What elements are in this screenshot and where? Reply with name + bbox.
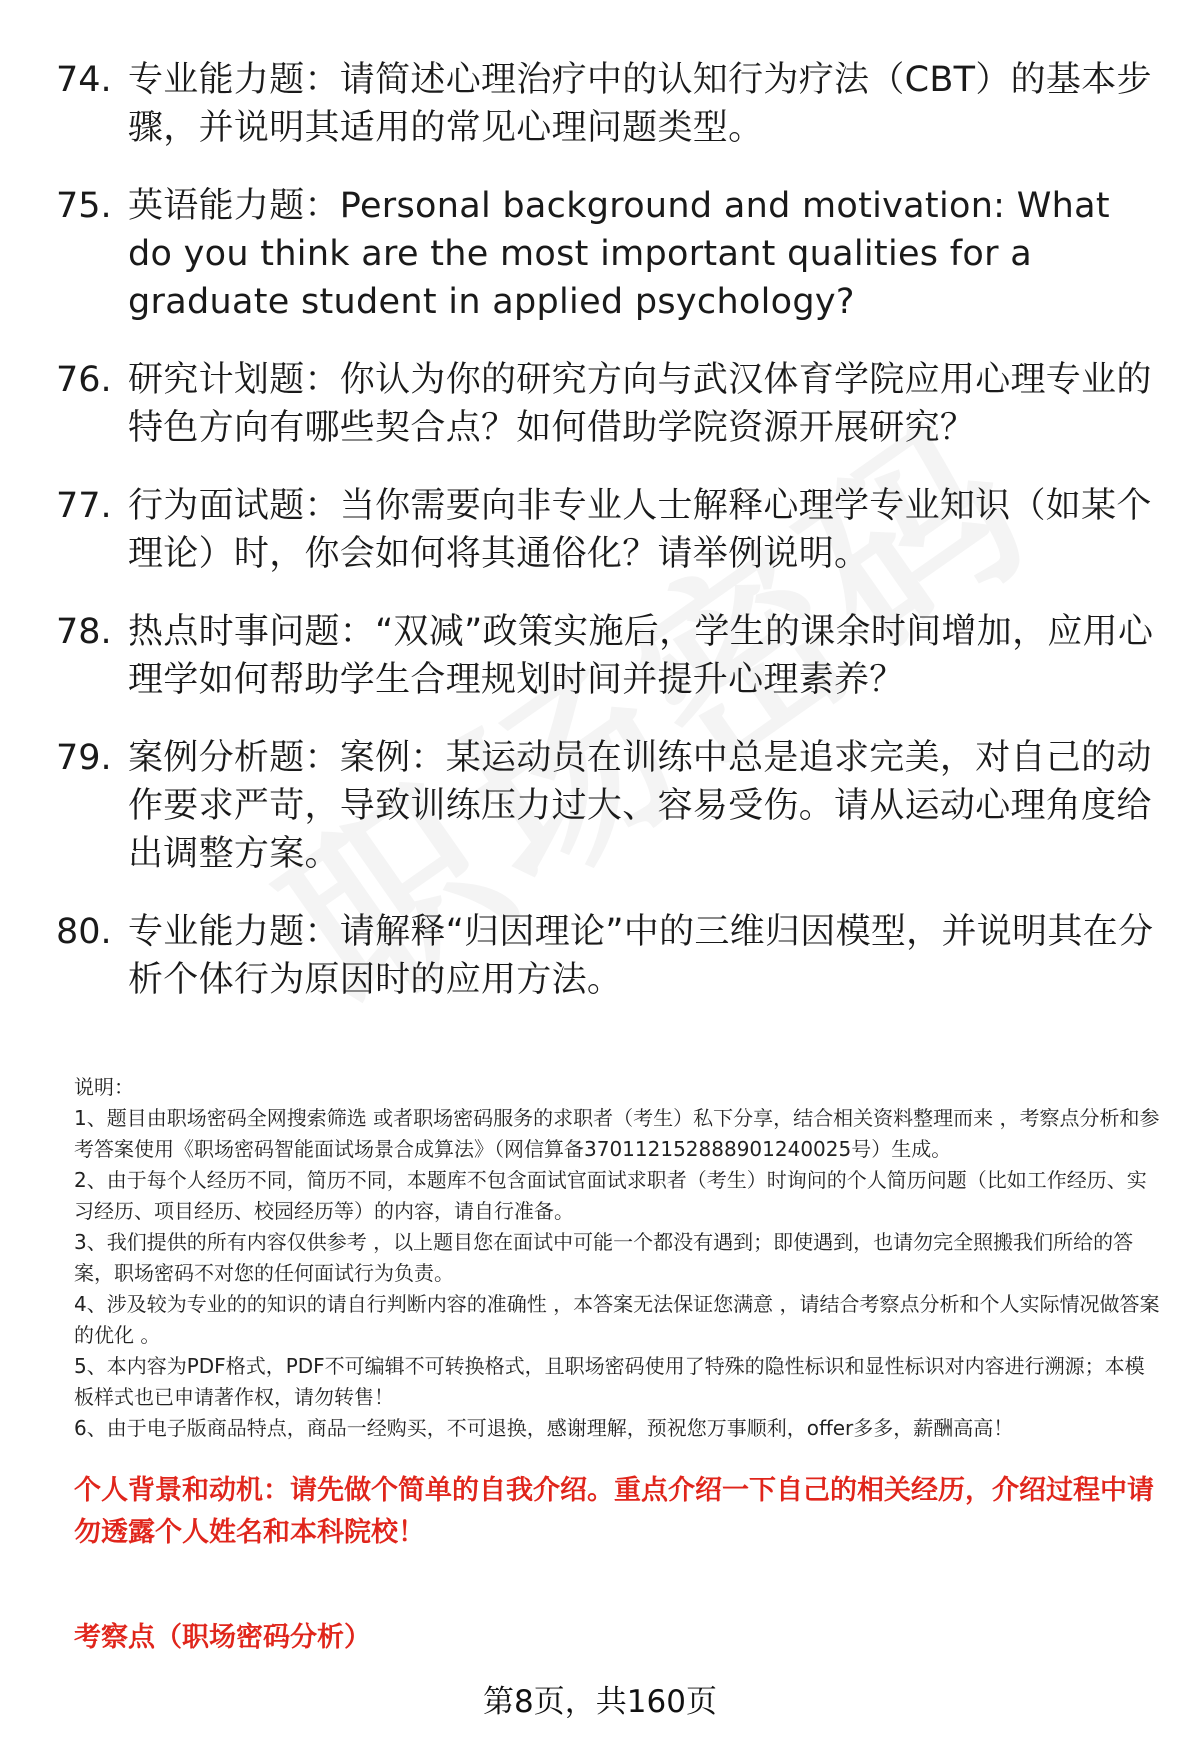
question-number: 80. <box>56 912 112 952</box>
question-text: 英语能力题：Personal background and motivation: What do you think are the most important qualities for a graduate student in applied psychology? <box>128 186 1110 322</box>
page-footer: 第8页，共160页 <box>483 1684 717 1720</box>
question-number: 74. <box>56 60 112 100</box>
question-number: 75. <box>56 186 112 226</box>
note-item: 1、题目由职场密码全网搜索筛选 或者职场密码服务的求职者（考生）私下分享，结合相关资料整理而来 ，考察点分析和参考答案使用《职场密码智能面试场景合成算法》（网信算备370112152888901240025号）生成。 <box>74 1106 1160 1161</box>
question-list <box>56 56 1160 1034</box>
question-item <box>56 734 1160 878</box>
note-item: 6、由于电子版商品特点，商品一经购买，不可退换，感谢理解，预祝您万事顺利，offer多多，薪酬高高！ <box>74 1416 1014 1440</box>
question-item <box>56 182 1160 326</box>
question-text: 案例分析题：案例：某运动员在训练中总是追求完美，对自己的动作要求严苛，导致训练压力过大、容易受伤。请从运动心理角度给出调整方案。 <box>128 738 1152 874</box>
question-item <box>56 356 1160 452</box>
note-item: 3、我们提供的所有内容仅供参考 ，以上题目您在面试中可能一个都没有遇到；即使遇到，也请勿完全照搬我们所给的答案，职场密码不对您的任何面试行为负责。 <box>74 1230 1134 1285</box>
question-text: 行为面试题：当你需要向非专业人士解释心理学专业知识（如某个理论）时，你会如何将其通俗化？请举例说明。 <box>128 486 1152 574</box>
question-item <box>56 482 1160 578</box>
question-text: 专业能力题：请简述心理治疗中的认知行为疗法（CBT）的基本步骤，并说明其适用的常见心理问题类型。 <box>128 60 1152 148</box>
section-title: 考察点（职场密码分析） <box>74 1622 371 1653</box>
question-number: 76. <box>56 360 112 400</box>
note-item: 5、本内容为PDF格式，PDF不可编辑不可转换格式，且职场密码使用了特殊的隐性标识和显性标识对内容进行溯源；本模板样式也已申请著作权，请勿转售！ <box>74 1354 1145 1409</box>
highlight-question: 个人背景和动机：请先做个简单的自我介绍。重点介绍一下自己的相关经历，介绍过程中请勿透露个人姓名和本科院校！ <box>74 1475 1154 1548</box>
question-number: 79. <box>56 738 112 778</box>
note-item: 2、由于每个人经历不同，简历不同，本题库不包含面试官面试求职者（考生）时询问的个人简历问题（比如工作经历、实习经历、项目经历、校园经历等）的内容，请自行准备。 <box>74 1168 1147 1223</box>
question-number: 78. <box>56 612 112 652</box>
question-item <box>56 908 1160 1004</box>
question-item <box>56 608 1160 704</box>
notes-section <box>74 1072 1160 1444</box>
notes-title: 说明： <box>74 1075 134 1099</box>
question-text: 研究计划题：你认为你的研究方向与武汉体育学院应用心理专业的特色方向有哪些契合点？如何借助学院资源开展研究？ <box>128 360 1152 448</box>
question-text: 热点时事问题：“双减”政策实施后，学生的课余时间增加，应用心理学如何帮助学生合理规划时间并提升心理素养？ <box>128 612 1154 700</box>
question-number: 77. <box>56 486 112 526</box>
question-item <box>56 56 1160 152</box>
question-text: 专业能力题：请解释“归因理论”中的三维归因模型，并说明其在分析个体行为原因时的应用方法。 <box>128 912 1154 1000</box>
note-item: 4、涉及较为专业的的知识的请自行判断内容的准确性 ，本答案无法保证您满意 ，请结合考察点分析和个人实际情况做答案的优化 。 <box>74 1292 1160 1347</box>
